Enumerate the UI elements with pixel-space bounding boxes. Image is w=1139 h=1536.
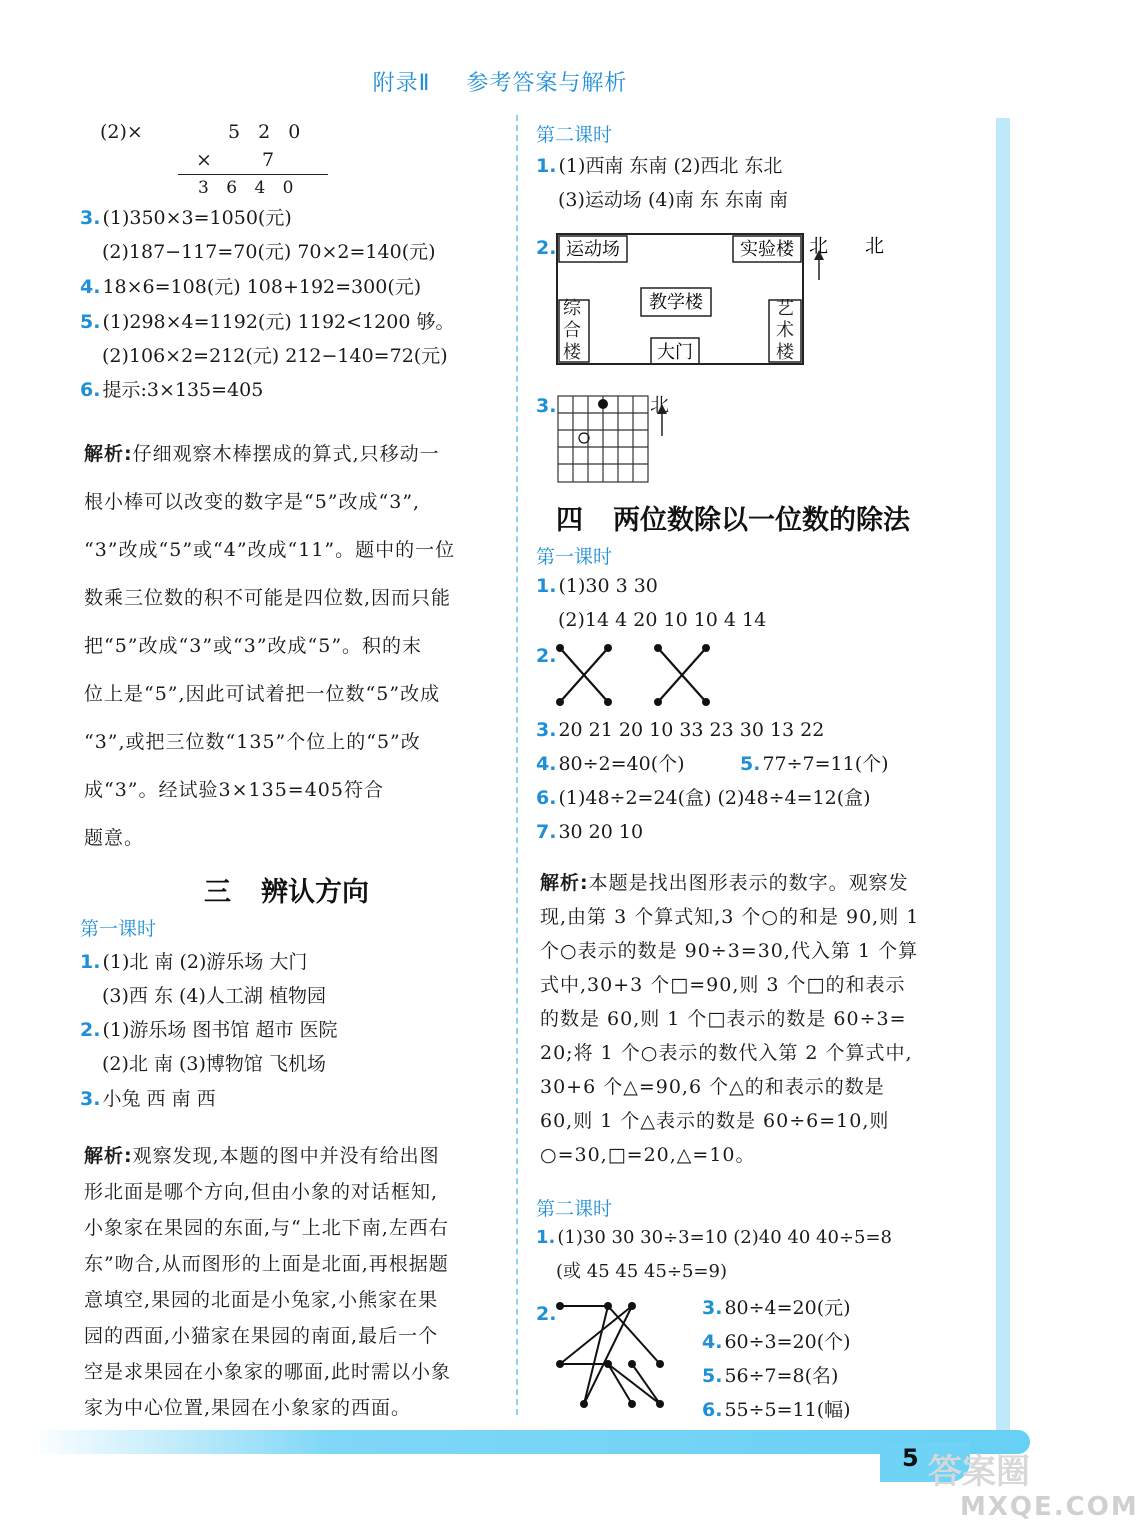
- s4-q7-line: 7. 30 20 10: [536, 821, 644, 843]
- campus-map: [555, 230, 895, 370]
- watermark-logo: 答案圈: [928, 1452, 1030, 1492]
- map-north-1: 北: [809, 235, 829, 257]
- matching-diagram: [550, 1292, 670, 1418]
- section-4-heading: 四 两位数除以一位数的除法: [556, 505, 910, 536]
- map-label-sportsfield: 运动场: [566, 239, 620, 260]
- q6-line: 6. 提示:3×135=405: [80, 379, 264, 401]
- s4-q3-line: 3. 20 21 20 10 33 23 30 13 22: [536, 719, 825, 741]
- jx-shapes: 解析:本题是找出图形表示的数字。观察发 现,由第 3 个算式知,3 个○的和是 90,则 1 个○表示的数是 90÷3=30,代入第 1 个算 式中,30+3 个□=90,则 3 个□的和表示 的数是 60,则 1 个□表示的数是 60÷3= 20;将 1 个○表示的数代入第 2 个算式中, 30+6 个△=90,6 个△的和表示的数是 60,则 1 个△表示的数是 60÷6=10,则 ○=30,□=20,△=10。: [540, 872, 920, 1166]
- s4-q2-number: 2.: [536, 645, 557, 667]
- s3-q2-line2: (2)北 南 (3)博物馆 飞机场: [102, 1053, 326, 1075]
- s3-q2-line1: 2. (1)游乐场 图书馆 超市 医院: [80, 1019, 338, 1041]
- jx-matchstick: 解析:仔细观察木棒摆成的算式,只移动一 根小棒可以改变的数字是“5”改成“3”, “3”改成“5”或“4”改成“11”。题中的一位 数乘三位数的积不可能是四位数,因而只能 把“5”改成“3”或“3”改成“5”。积的末 位上是“5”,因此可试着把一位数“5”改成 “3”,或把三位数“135”个位上的“5”改 成“3”。经试验3×135=405符合 题意。: [84, 443, 456, 849]
- map-label-lab: 实验楼: [740, 239, 794, 260]
- mult-result: 3 6 4 0: [198, 178, 300, 198]
- q4-line: 4. 18×6=108(元) 108+192=300(元): [80, 276, 422, 298]
- grid-dot-filled: [598, 399, 608, 409]
- s3-subheading: 第一课时: [80, 918, 157, 940]
- header-title: 参考答案与解析: [466, 71, 628, 96]
- map-label-teaching: 教学楼: [649, 292, 703, 313]
- cross-diagram-1: [550, 640, 720, 710]
- q5-line1: 5. (1)298×4=1192(元) 1192<1200 够。: [80, 311, 455, 333]
- mult-b: 7: [262, 149, 275, 171]
- page-number: 5: [902, 1444, 919, 1472]
- s3-q1-line2: (3)西 东 (4)人工湖 植物园: [102, 985, 326, 1007]
- map-north-2: 北: [865, 235, 885, 257]
- mult-op: ×: [196, 149, 212, 171]
- section-3-heading: 三 辨认方向: [204, 877, 369, 908]
- r-subheading-3: 第二课时: [536, 1198, 613, 1220]
- grid-north: 北: [650, 394, 670, 416]
- s4-q4-line: 4. 80÷2=40(个): [536, 753, 685, 775]
- r-subheading-2: 第一课时: [536, 546, 613, 568]
- s4-q6-line: 6. (1)48÷2=24(盒) (2)48÷4=12(盒): [536, 787, 871, 809]
- left-l1-label: (2)×: [100, 121, 143, 143]
- s4b-q2-number: 2.: [536, 1303, 557, 1325]
- decor-sidebar: [996, 118, 1010, 1448]
- page-header: [0, 66, 1000, 97]
- column-divider: [516, 115, 518, 1415]
- s4b-q1-line1: 1. (1)30 30 30÷3=10 (2)40 40 40÷5=8: [536, 1227, 892, 1248]
- mult-top: 5 2 0: [228, 121, 307, 143]
- r-subheading-1: 第二课时: [536, 124, 613, 146]
- header-appendix: 附录Ⅱ: [372, 71, 431, 96]
- s4b-q6-line: 6. 55÷5=11(幅): [702, 1399, 851, 1421]
- s4-q5-line: 5. 77÷7=11(个): [740, 753, 889, 775]
- q3-line1: 3. (1)350×3=1050(元): [80, 207, 292, 229]
- s3-q3-line: 3. 小兔 西 南 西: [80, 1088, 216, 1110]
- s4-q1-line2: (2)14 4 20 10 10 4 14: [558, 609, 767, 631]
- q5-line2: (2)106×2=212(元) 212−140=72(元): [102, 345, 448, 367]
- map-label-complex: 综合楼: [563, 298, 581, 363]
- map-label-gate: 大门: [657, 342, 693, 363]
- r-q1-line1: 1. (1)西南 东南 (2)西北 东北: [536, 155, 783, 177]
- s4b-q1-line2: (或 45 45 45÷5=9): [556, 1261, 727, 1282]
- s4-q1-line1: 1. (1)30 3 30: [536, 575, 658, 597]
- r-q1-line2: (3)运动场 (4)南 东 东南 南: [558, 189, 788, 211]
- watermark-url: MXQE.COM: [960, 1492, 1139, 1522]
- s4b-q5-line: 5. 56÷7=8(名): [702, 1365, 839, 1387]
- r-q3-number: 3.: [536, 395, 557, 417]
- jx-direction: 解析:观察发现,本题的图中并没有给出图 形北面是哪个方向,但由小象的对话框知, 小象家在果园的东面,与“上北下南,左西右 东”吻合,从而图形的上面是北面,再根据题 意填空,果园的北面是小兔家,小熊家在果 园的西面,小猫家在果园的南面,最后一个 空是求果园在小象家的哪面,此时需以小象 家为中心位置,果园在小象家的西面。: [84, 1145, 452, 1419]
- s4b-q4-line: 4. 60÷3=20(个): [702, 1331, 851, 1353]
- s3-q1-line1: 1. (1)北 南 (2)游乐场 大门: [80, 951, 308, 973]
- s4b-q3-line: 3. 80÷4=20(元): [702, 1297, 851, 1319]
- map-label-art: 艺术楼: [776, 298, 794, 363]
- r-q2-number: 2.: [536, 237, 557, 259]
- q3-line2: (2)187−117=70(元) 70×2=140(元): [102, 241, 436, 263]
